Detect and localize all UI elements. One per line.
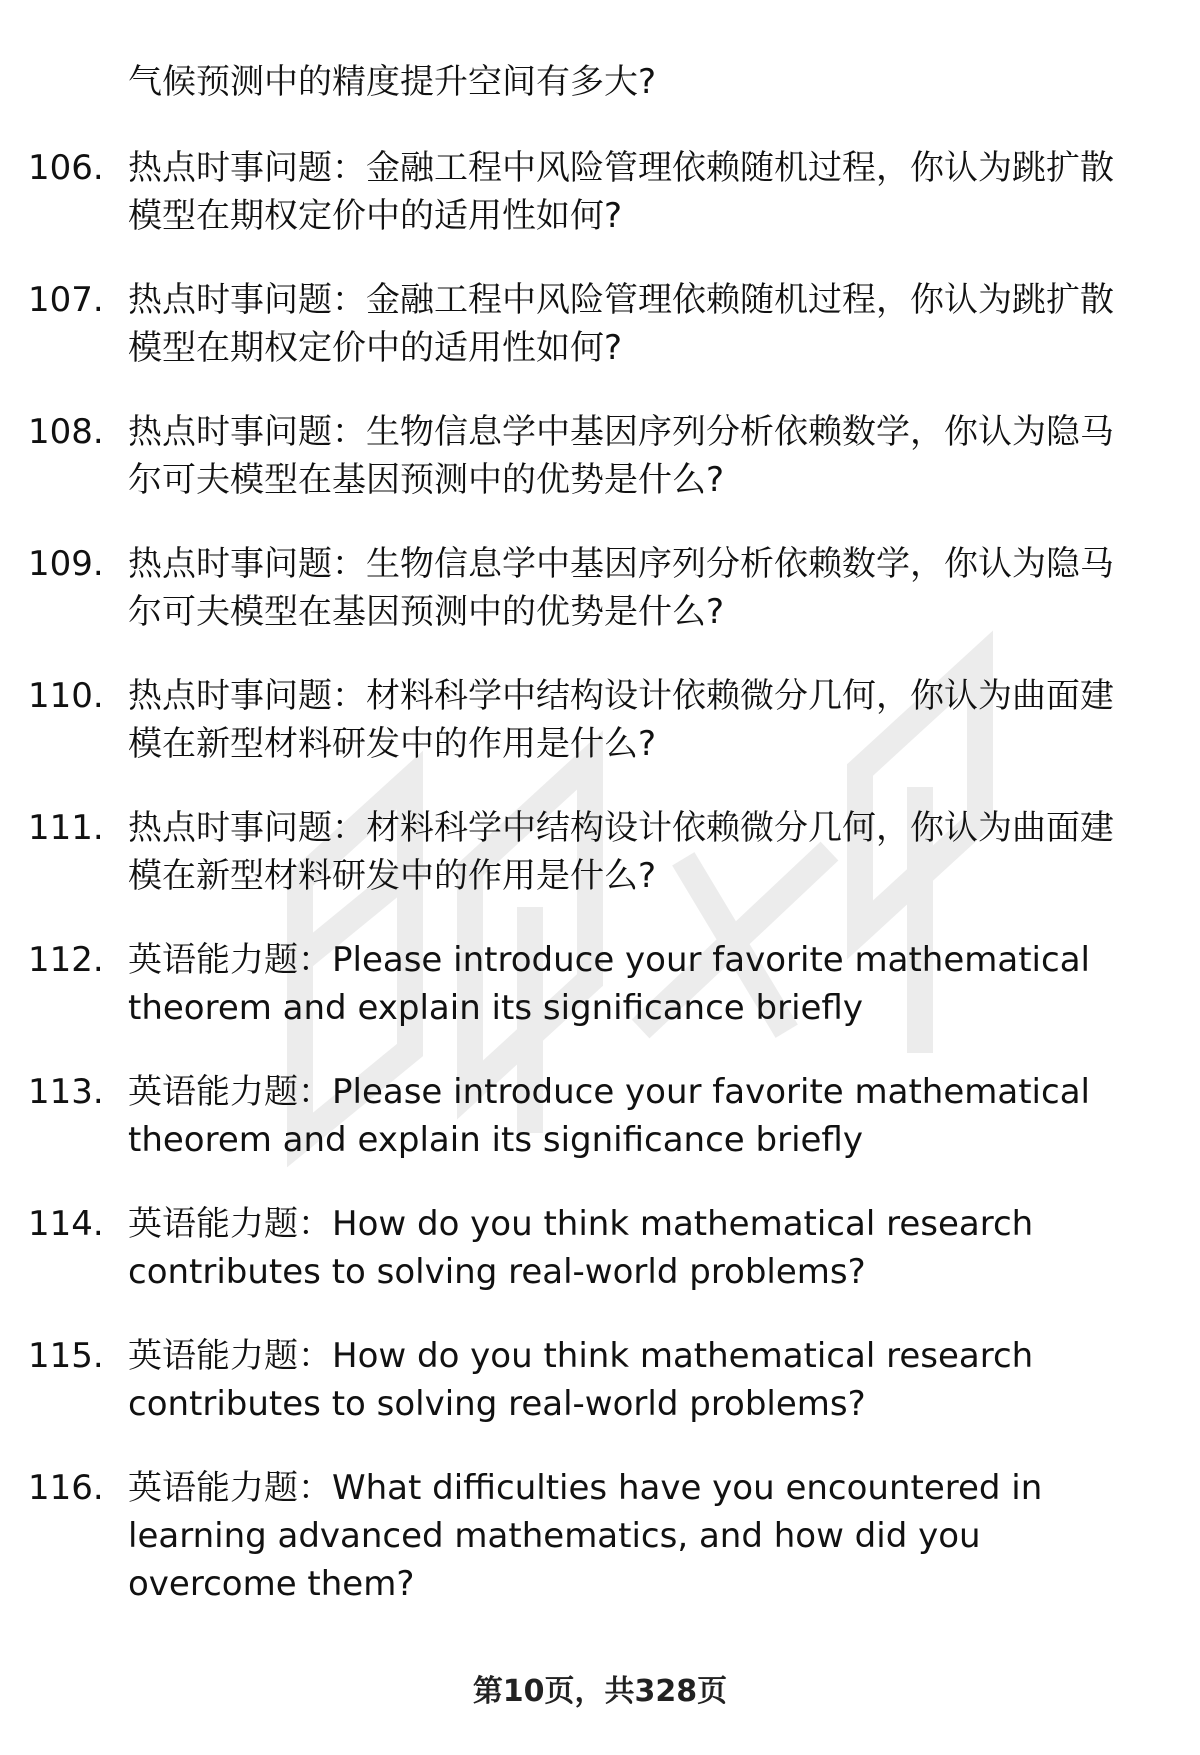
question-text: 热点时事问题：生物信息学中基因序列分析依赖数学，你认为隐马尔可夫模型在基因预测中的优势是什么? [128, 412, 1114, 500]
question-text: 英语能力题：How do you think mathematical research contributes to solving real-world problems? [128, 1336, 1034, 1424]
question-item-106 [28, 144, 1138, 240]
question-text: 英语能力题：Please introduce your favorite mathematical theorem and explain its significance briefly [128, 1072, 1090, 1160]
question-item-108 [28, 408, 1138, 504]
question-number: 113. [28, 1072, 104, 1112]
question-item-111 [28, 804, 1138, 900]
question-number: 111. [28, 808, 104, 848]
question-item-109 [28, 540, 1138, 636]
question-number: 115. [28, 1336, 104, 1376]
question-number: 114. [28, 1204, 104, 1244]
question-text: 热点时事问题：金融工程中风险管理依赖随机过程，你认为跳扩散模型在期权定价中的适用性如何? [128, 148, 1114, 236]
question-item-112 [28, 936, 1138, 1032]
question-item-107 [28, 276, 1138, 372]
question-item-114 [28, 1200, 1138, 1296]
question-list [28, 144, 1138, 1644]
question-number: 107. [28, 280, 104, 320]
question-number: 109. [28, 544, 104, 584]
question-number: 106. [28, 148, 104, 188]
question-text: 热点时事问题：生物信息学中基因序列分析依赖数学，你认为隐马尔可夫模型在基因预测中的优势是什么? [128, 544, 1114, 632]
question-text: 英语能力题：What difficulties have you encountered in learning advanced mathematics, and how did you overcome them? [128, 1468, 1043, 1604]
question-text: 英语能力题：How do you think mathematical research contributes to solving real-world problems? [128, 1204, 1034, 1292]
question-number: 110. [28, 676, 104, 716]
question-item-116 [28, 1464, 1138, 1608]
question-text: 热点时事问题：材料科学中结构设计依赖微分几何，你认为曲面建模在新型材料研发中的作用是什么? [128, 808, 1114, 896]
question-number: 108. [28, 412, 104, 452]
question-number: 116. [28, 1468, 104, 1508]
question-text: 热点时事问题：金融工程中风险管理依赖随机过程，你认为跳扩散模型在期权定价中的适用性如何? [128, 280, 1114, 368]
question-number: 112. [28, 940, 104, 980]
question-item-115 [28, 1332, 1138, 1428]
question-text: 热点时事问题：材料科学中结构设计依赖微分几何，你认为曲面建模在新型材料研发中的作用是什么? [128, 676, 1114, 764]
continuation-text: 气候预测中的精度提升空间有多大? [128, 62, 657, 102]
question-item-113 [28, 1068, 1138, 1164]
question-item-110 [28, 672, 1138, 768]
question-text: 英语能力题：Please introduce your favorite mathematical theorem and explain its significance briefly [128, 940, 1090, 1028]
page-footer: 第10页，共328页 [472, 1674, 728, 1709]
